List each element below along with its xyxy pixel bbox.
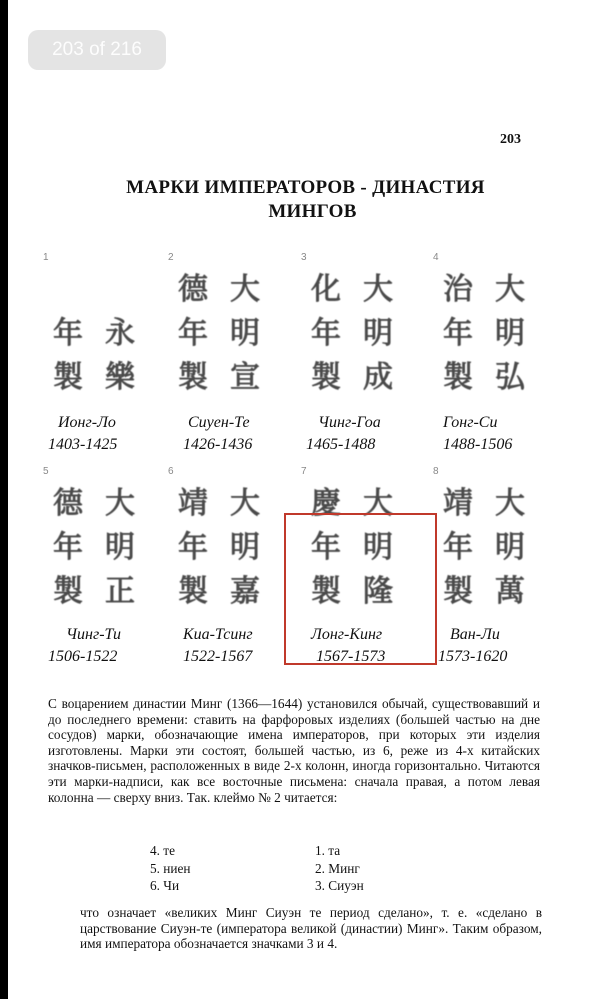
mark-8 [433, 466, 578, 696]
seal-glyph: 德 [178, 272, 208, 307]
reign-years: 1506-1522 [48, 648, 118, 665]
title-line-1: МАРКИ ИМПЕРАТОРОВ - ДИНАСТИЯ [126, 177, 485, 198]
reign-years: 1488-1506 [443, 436, 513, 453]
seal-glyph: 靖 [178, 486, 208, 521]
seal-glyph: 治 [443, 272, 473, 307]
seal-glyph: 正 [105, 574, 135, 609]
seal-glyph: 年 [311, 530, 341, 565]
reign-years: 1426-1436 [183, 436, 253, 453]
mark-number: 4 [433, 252, 439, 263]
seal-glyph: 製 [311, 360, 341, 395]
imperial-seal-image [48, 260, 158, 400]
reign-years: 1522-1567 [183, 648, 253, 665]
seal-glyph: 明 [363, 530, 393, 565]
seal-glyph: 製 [443, 574, 473, 609]
seal-glyph: 明 [230, 316, 260, 351]
reading-order-list [150, 842, 450, 895]
seal-glyph: 大 [363, 486, 393, 521]
seal-glyph: 年 [443, 530, 473, 565]
page-counter-badge: 203 of 216 [28, 30, 166, 70]
seal-glyph: 年 [443, 316, 473, 351]
seal-glyph: 明 [495, 530, 525, 565]
seal-glyph: 年 [53, 530, 83, 565]
page-title [8, 176, 603, 224]
reading-left: 5. ниен [150, 860, 191, 876]
emperor-name: Ван-Ли [450, 626, 500, 643]
seal-glyph: 宣 [230, 360, 260, 395]
imperial-seal-image [438, 474, 548, 614]
seal-glyph: 嘉 [230, 574, 260, 609]
imperial-seal-image [438, 260, 548, 400]
highlight-box [284, 513, 437, 665]
seal-glyph: 製 [178, 574, 208, 609]
mark-number: 8 [433, 466, 439, 477]
emperor-name: Лонг-Кинг [311, 626, 383, 643]
emperor-name: Гонг-Си [443, 414, 498, 431]
seal-glyph: 明 [363, 316, 393, 351]
reign-years: 1403-1425 [48, 436, 118, 453]
document-page [8, 0, 603, 999]
reading-row [150, 842, 450, 860]
mark-2 [168, 252, 313, 482]
mark-1 [43, 252, 188, 482]
seal-glyph: 化 [311, 272, 341, 307]
mark-4 [433, 252, 578, 482]
imperial-seal-image [48, 474, 158, 614]
mark-number: 7 [301, 466, 307, 477]
seal-glyph: 隆 [363, 574, 393, 609]
seal-glyph: 明 [495, 316, 525, 351]
seal-glyph: 年 [53, 316, 83, 351]
seal-glyph: 明 [230, 530, 260, 565]
seal-glyph: 樂 [105, 360, 135, 395]
page-number: 203 [500, 132, 521, 147]
seal-glyph: 成 [363, 360, 393, 395]
seal-glyph: 製 [311, 574, 341, 609]
seal-glyph: 年 [178, 316, 208, 351]
imperial-seal-image [306, 260, 416, 400]
seal-glyph: 大 [495, 272, 525, 307]
seal-glyph: 製 [178, 360, 208, 395]
seal-glyph: 年 [178, 530, 208, 565]
emperor-name: Чинг-Ти [66, 626, 122, 643]
reign-years: 1573-1620 [438, 648, 508, 665]
seal-glyph: 製 [53, 574, 83, 609]
seal-glyph: 年 [311, 316, 341, 351]
closing-paragraph: что означает «великих Минг Сиуэн те период сделано», т. е. «сделано в царствование Сиуэн-те (императора великой (династии) Минг». Таким образом, имя императора обозначается значками 3 и 4. [80, 905, 542, 952]
seal-glyph: 大 [495, 486, 525, 521]
mark-3 [301, 252, 446, 482]
seal-glyph: 萬 [495, 574, 525, 609]
imperial-seal-image [173, 474, 283, 614]
mark-number: 1 [43, 252, 49, 263]
seal-glyph: 大 [230, 486, 260, 521]
reading-row [150, 877, 450, 895]
seal-glyph: 弘 [495, 360, 525, 395]
mark-number: 2 [168, 252, 174, 263]
reign-years: 1567-1573 [316, 648, 386, 665]
reading-right: 2. Минг [315, 860, 360, 876]
reading-left: 6. Чи [150, 878, 180, 893]
mark-number: 3 [301, 252, 307, 263]
reading-right: 1. та [315, 843, 341, 858]
seal-glyph: 大 [230, 272, 260, 307]
seal-glyph: 製 [53, 360, 83, 395]
seal-glyph: 大 [363, 272, 393, 307]
emperor-name: Чинг-Гоа [318, 414, 381, 431]
mark-number: 5 [43, 466, 49, 477]
seal-glyph: 明 [105, 530, 135, 565]
reading-right: 3. Сиуэн [315, 878, 364, 893]
seal-glyph: 永 [105, 316, 135, 351]
seal-glyph: 大 [105, 486, 135, 521]
reading-left: 4. те [150, 843, 176, 858]
seal-glyph: 慶 [311, 486, 341, 521]
seal-glyph: 靖 [443, 486, 473, 521]
body-paragraph: С воцарением династии Минг (1366—1644) установился обычай, существовавший и до последнего времени: ставить на фарфоровых изделиях (большей частью на дне сосудов) марки, обозначающие имена императоров, при которых эти изделия изготовлены. Марки эти состоят, большей частью, из 6, реже из 4-х китайских значков-письмен, расположенных в виде 2-х колонн, иногда горизонтально. Читаются эти марки-надписи, как все восточные письмена: сначала правая, а потом левая колонна — сверху вниз. Так. клеймо № 2 читается: [48, 696, 540, 805]
title-line-2: МИНГОВ [268, 201, 357, 222]
emperor-name: Киа-Тсинг [183, 626, 253, 643]
seal-glyph: 德 [53, 486, 83, 521]
reign-years: 1465-1488 [306, 436, 376, 453]
mark-5 [43, 466, 188, 696]
reading-row [150, 860, 450, 878]
emperor-name: Ионг-Ло [58, 414, 116, 431]
imperial-seal-image [173, 260, 283, 400]
seal-glyph: 製 [443, 360, 473, 395]
mark-number: 6 [168, 466, 174, 477]
emperor-name: Сиуен-Те [188, 414, 250, 431]
